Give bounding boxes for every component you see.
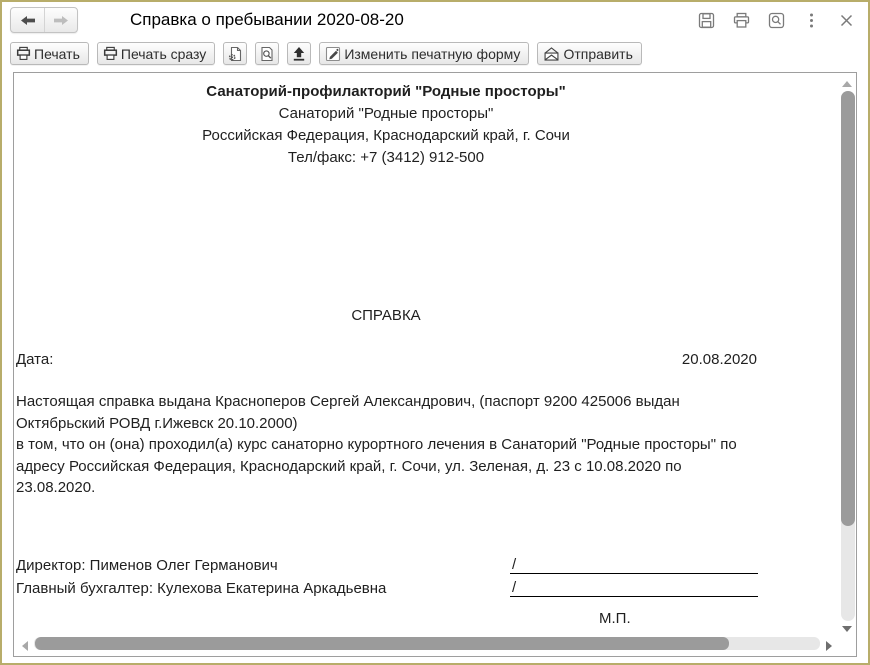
preview-icon[interactable] xyxy=(767,11,785,29)
print-form-area xyxy=(13,72,857,657)
hscroll-left-arrow-icon[interactable] xyxy=(22,641,28,651)
hscroll-right-arrow-icon[interactable] xyxy=(826,641,832,651)
print-now-button-label: Печать сразу xyxy=(120,45,207,62)
page-gear-icon xyxy=(227,46,243,62)
back-button[interactable] xyxy=(11,8,44,32)
document-body xyxy=(16,391,758,499)
accountant-label: Главный бухгалтер: Кулехова Екатерина Аркадьевна xyxy=(16,580,387,597)
send-button-label: Отправить xyxy=(563,45,633,62)
titlebar xyxy=(2,2,868,38)
org-address: Российская Федерация, Краснодарский край, г. Сочи xyxy=(202,127,570,144)
page-magnifier-icon xyxy=(259,46,275,62)
forward-arrow-icon xyxy=(53,15,69,26)
upload-icon xyxy=(291,46,307,62)
vscroll-down-arrow-icon[interactable] xyxy=(842,626,852,632)
envelope-icon xyxy=(543,46,560,62)
printer-icon xyxy=(16,46,31,61)
pencil-icon xyxy=(325,46,341,62)
page-title: Справка о пребывании 2020-08-20 xyxy=(130,10,404,29)
body-paragraph-2: в том, что он (она) проходил(а) курс санаторно курортного лечения в Санаторий "Родные просторы" по адресу Российская Федерация, Краснодарский край, г. Сочи, ул. Зеленая, д. 23 с 10.08.2020 по 23.08.2020. xyxy=(16,436,737,497)
date-label: Дата: xyxy=(16,351,54,368)
org-phone: Тел/факс: +7 (3412) 912-500 xyxy=(287,149,485,166)
director-label: Директор: Пименов Олег Германович xyxy=(16,557,278,574)
org-header xyxy=(16,81,756,169)
printer-icon xyxy=(103,46,118,61)
upload-button[interactable] xyxy=(287,42,311,65)
hscrollbar-track[interactable] xyxy=(34,637,820,650)
body-paragraph-1: Настоящая справка выдана Красноперов Сергей Александрович, (паспорт 9200 425006 выдан Октябрьский РОВД г.Ижевск 20.10.2000) xyxy=(16,393,680,432)
date-row xyxy=(16,351,757,368)
document-title: СПРАВКА xyxy=(351,307,421,324)
date-value: 20.08.2020 xyxy=(681,351,757,368)
vscroll-up-arrow-icon[interactable] xyxy=(842,81,852,87)
save-icon[interactable] xyxy=(697,11,715,29)
director-signature-line: / xyxy=(510,556,758,574)
accountant-signature-line: / xyxy=(510,579,758,597)
org-name: Санаторий "Родные просторы" xyxy=(278,105,494,122)
print-button[interactable] xyxy=(10,42,89,65)
send-button[interactable] xyxy=(537,42,641,65)
forward-button[interactable] xyxy=(44,8,77,32)
preview-page-button[interactable] xyxy=(255,42,279,65)
hscrollbar-thumb[interactable] xyxy=(35,637,729,650)
toolbar xyxy=(2,38,868,70)
back-arrow-icon xyxy=(20,15,36,26)
titlebar-icons xyxy=(697,2,855,38)
print-settings-button[interactable] xyxy=(223,42,247,65)
more-icon[interactable] xyxy=(802,11,820,29)
print-icon[interactable] xyxy=(732,11,750,29)
print-form-document xyxy=(14,73,856,656)
print-now-button[interactable] xyxy=(97,42,215,65)
org-name-bold: Санаторий-профилакторий "Родные просторы" xyxy=(206,83,566,100)
vscrollbar-thumb[interactable] xyxy=(841,91,855,526)
nav-group xyxy=(10,7,78,33)
edit-print-form-button[interactable] xyxy=(319,42,529,65)
signature-row-accountant xyxy=(16,580,758,600)
print-button-label: Печать xyxy=(34,45,80,62)
stamp-placeholder: М.П. xyxy=(599,610,631,627)
edit-print-form-label: Изменить печатную форму xyxy=(344,45,521,62)
close-icon[interactable] xyxy=(837,11,855,29)
signature-row-director xyxy=(16,557,758,577)
vscrollbar-track[interactable] xyxy=(841,91,855,621)
